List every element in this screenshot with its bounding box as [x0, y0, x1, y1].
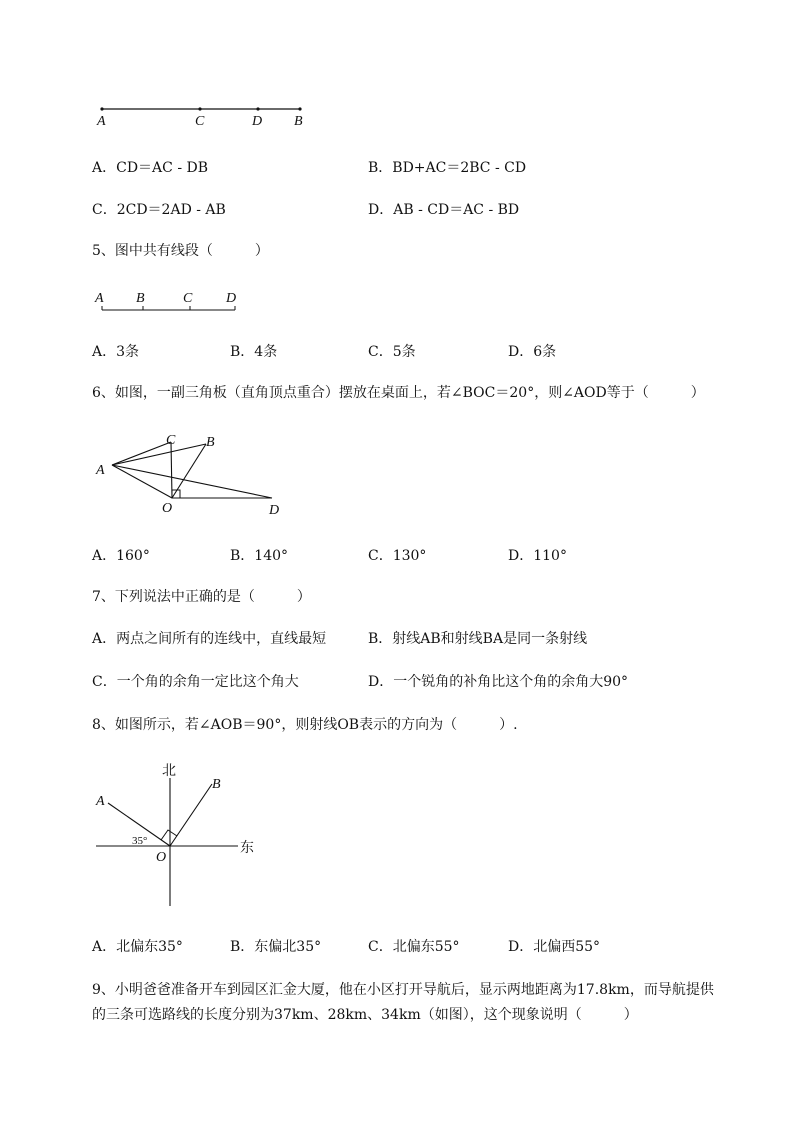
q8-option-c[interactable]: C．北偏东55°: [368, 939, 460, 955]
q7-option-d[interactable]: D．一个锐角的补角比这个角的余角大90°: [368, 674, 629, 690]
label-a: A: [97, 114, 106, 129]
q4-line-figure: [96, 100, 316, 132]
q6-option-c[interactable]: C．130°: [368, 548, 427, 564]
q4-option-a[interactable]: A．CD＝AC - DB: [92, 160, 209, 176]
q8-question: 8、如图所示，若∠AOB＝90°，则射线OB表示的方向为（ ）.: [92, 717, 518, 733]
angle-label: 35°: [132, 835, 148, 847]
label-b: B: [136, 291, 145, 306]
q7-option-a[interactable]: A．两点之间所有的连线中，直线最短: [92, 631, 327, 647]
q6-option-a[interactable]: A．160°: [92, 548, 150, 564]
label-a: A: [95, 291, 104, 306]
point-c: [198, 107, 201, 110]
label-a: A: [96, 794, 105, 809]
q7-option-c[interactable]: C．一个角的余角一定比这个角大: [92, 674, 299, 690]
q6-option-b[interactable]: B．140°: [230, 548, 289, 564]
q5-option-b[interactable]: B．4条: [230, 344, 278, 360]
q8-option-a[interactable]: A．北偏东35°: [92, 939, 183, 955]
q6-question: 6、如图，一副三角板（直角顶点重合）摆放在桌面上，若∠BOC＝20°，则∠AOD等于（ ）: [92, 385, 705, 401]
q4-option-b[interactable]: B．BD+AC＝2BC - CD: [368, 160, 527, 176]
ray-ob: [170, 784, 212, 846]
label-b: B: [206, 435, 215, 450]
q6-option-d[interactable]: D．110°: [508, 548, 567, 564]
q5-option-c[interactable]: C．5条: [368, 344, 416, 360]
q9-question-line2: 的三条可选路线的长度分别为37km、28km、34km（如图），这个现象说明（ ）: [92, 1007, 638, 1023]
east-label: 东: [240, 840, 254, 856]
label-d: D: [252, 114, 263, 129]
label-a: A: [96, 463, 105, 478]
label-d: D: [269, 503, 280, 518]
q7-question: 7、下列说法中正确的是（ ）: [92, 589, 311, 605]
point-b: [298, 107, 301, 110]
label-b: B: [294, 114, 303, 129]
q5-question: 5、图中共有线段（ ）: [92, 243, 269, 259]
label-o: O: [156, 850, 167, 865]
q5-option-d[interactable]: D．6条: [508, 344, 557, 360]
label-d: D: [226, 291, 237, 306]
q4-option-c[interactable]: C．2CD＝2AD - AB: [92, 202, 226, 218]
q7-option-b[interactable]: B．射线AB和射线BA是同一条射线: [368, 631, 588, 647]
label-b: B: [212, 777, 221, 792]
label-c: C: [183, 291, 193, 306]
q8-option-b[interactable]: B．东偏北35°: [230, 939, 322, 955]
label-c: C: [195, 114, 205, 129]
q4-option-d[interactable]: D．AB - CD＝AC - BD: [368, 202, 520, 218]
q8-direction-figure: [92, 758, 272, 913]
label-o: O: [162, 501, 173, 516]
q8-option-d[interactable]: D．北偏西55°: [508, 939, 601, 955]
seg-a-o: [112, 465, 172, 498]
q5-figure: [94, 286, 244, 316]
label-c: C: [166, 433, 176, 448]
q5-option-a[interactable]: A．3条: [92, 344, 140, 360]
point-a: [100, 107, 103, 110]
north-label: 北: [162, 763, 176, 779]
seg-a-d: [112, 465, 272, 498]
point-d: [256, 107, 259, 110]
q9-question-line1: 9、小明爸爸准备开车到园区汇金大厦，他在小区打开导航后，显示两地距离为17.8km，而导航提供: [92, 982, 714, 998]
q6-triangle-figure: [92, 428, 292, 520]
